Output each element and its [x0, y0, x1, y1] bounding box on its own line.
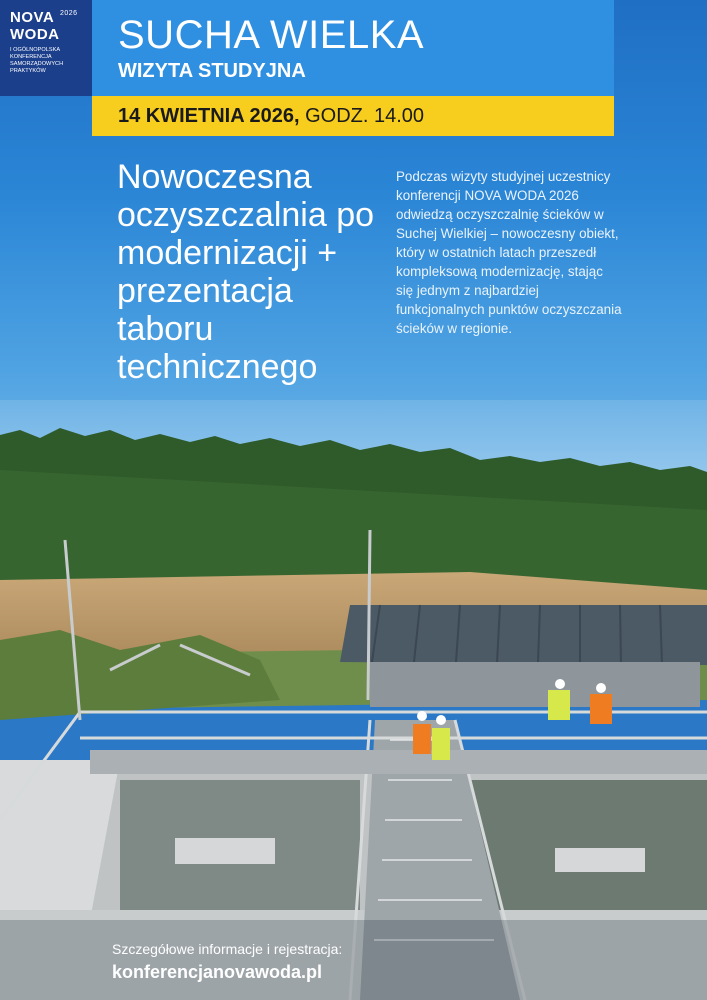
logo-year: 2026 — [60, 10, 78, 17]
title-box — [92, 0, 614, 96]
page-subtitle: WIZYTA STUDYJNA — [118, 60, 306, 82]
event-time: GODZ. 14.00 — [305, 105, 425, 127]
event-date: 14 KWIETNIA 2026, — [118, 105, 300, 127]
footer — [112, 940, 442, 984]
description: Podczas wizyty studyjnej uczestnicy konferencji NOVA WODA 2026 odwiedzą oczyszczalnię ścieków w Suchej Wielkiej – nowoczesny obiekt, który w ostatnich latach przeszedł kompleksową modernizację, stając się jednym z najbardziej funkcjonalnych punktów oczyszczania ścieków w regionie. — [396, 169, 622, 336]
headline: Nowoczesna oczyszczalnia po modernizacji + prezentacja taboru technicznego — [117, 158, 375, 386]
registration-link[interactable]: konferencjanovawoda.pl — [112, 962, 323, 982]
logo-line1: NOVA — [10, 9, 55, 26]
logo-subtitle: I OGÓLNOPOLSKA KONFERENCJA SAMORZĄDOWYCH PRAKTYKÓW — [10, 47, 64, 74]
footer-info: Szczegółowe informacje i rejestracja: — [112, 941, 343, 957]
logo-line2: WODA — [10, 26, 60, 43]
date-bar — [92, 96, 614, 136]
nova-woda-logo — [0, 0, 92, 96]
page-title: SUCHA WIELKA — [118, 13, 425, 57]
treatment-plant-photo — [0, 400, 707, 1000]
